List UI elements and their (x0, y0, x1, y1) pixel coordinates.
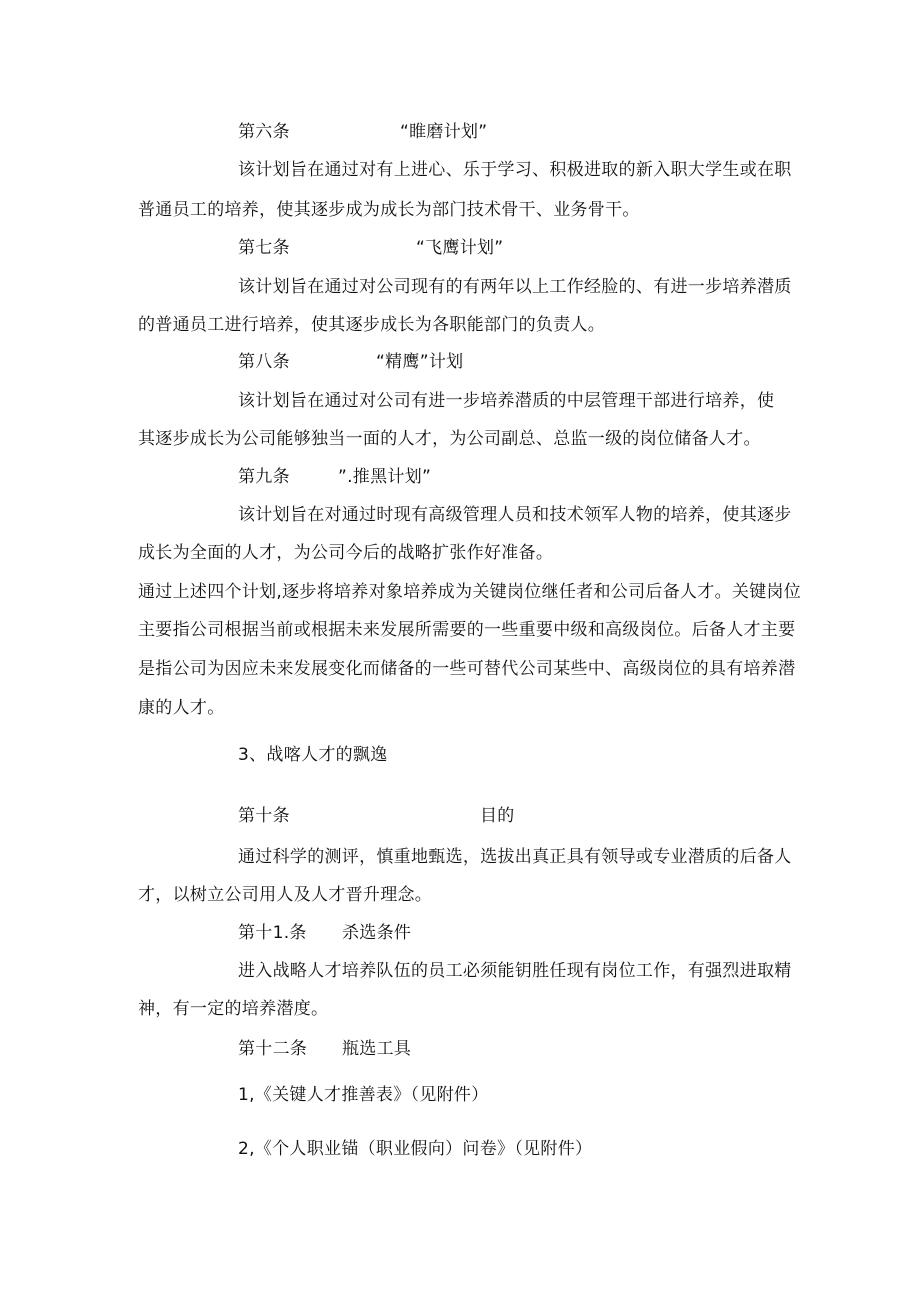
tool-item-1: 1,《关键人才推善表》（见附件） (238, 1085, 489, 1105)
article-10-body-line-2: 才，以树立公司用人及人才晋升理念。 (138, 885, 433, 905)
article-10-heading (238, 804, 515, 828)
article-11-label: 第十1.条 (238, 923, 307, 943)
article-9-body-line-1: 该计划旨在对通过时现有高级管理人员和技术领军人物的培养，使其逐步 (238, 505, 792, 525)
article-8-heading (238, 350, 464, 374)
article-8-body-line-1: 该计划旨在通过对公司有进一步培养潜质的中层管理干部进行培养，使 (238, 391, 775, 411)
article-6-body-line-1: 该计划旨在通过对有上进心、乐于学习、积极进取的新入职大学生或在职 (238, 160, 792, 180)
article-6-heading (238, 120, 488, 144)
article-11-body-line-2: 神，有一定的培养潜度。 (138, 999, 329, 1019)
article-8-body-line-2: 其逐步成长为公司能够独当一面的人才，为公司副总、总监一级的岗位储备人才。 (138, 429, 761, 449)
article-7-label: 第七条 (238, 238, 290, 258)
summary-line-2: 主要指公司根据当前或根据未来发展所需要的一些重要中级和高级岗位。后备人才主要 (138, 620, 796, 640)
article-6-label: 第六条 (238, 122, 290, 142)
article-7-body-line-2: 的普通员工进行培养，使其逐步成长为各职能部门的负责人。 (138, 315, 606, 335)
article-9-body-line-2: 成长为全面的人才，为公司今后的战略扩张作好准备。 (138, 543, 554, 563)
article-11-body-line-1: 进入战略人才培养队伍的员工必须能钥胜任现有岗位工作，有强烈进取精 (238, 961, 792, 981)
summary-line-3: 是指公司为因应未来发展变化而储备的一些可替代公司某些中、高级岗位的具有培养潜 (138, 659, 796, 679)
section-3-heading: 3、战喀人才的飘逸 (238, 745, 388, 765)
article-7-body-line-1: 该计划旨在通过对公司现有的有两年以上工作经脸的、有进一步培养潜质 (238, 277, 792, 297)
article-9-label: 第九条 (238, 467, 290, 487)
article-9-title: ”.推黑计划” (338, 467, 432, 487)
article-11-heading (238, 921, 412, 945)
article-12-label: 第十二条 (238, 1039, 308, 1059)
summary-line-4: 康的人才。 (138, 698, 225, 718)
article-7-title: “飞鹰计划” (416, 238, 504, 258)
article-11-title: 杀选条件 (342, 923, 412, 943)
article-12-title: 瓶选工具 (342, 1039, 412, 1059)
article-10-body-line-1: 通过科学的测评，慎重地甄选，选拔出真正具有领导或专业潜质的后备人 (238, 847, 792, 867)
article-10-title: 目的 (480, 806, 515, 826)
article-8-title: “精鹰”计划 (376, 352, 464, 372)
article-6-body-line-2: 普通员工的培养，使其逐步成为成长为部门技术骨干、业务骨干。 (138, 200, 640, 220)
article-12-heading (238, 1037, 412, 1061)
article-9-heading (238, 465, 432, 489)
article-8-label: 第八条 (238, 352, 290, 372)
article-7-heading (238, 236, 504, 260)
summary-line-1: 通过上述四个计划,逐步将培养对象培养成为关键岗位继任者和公司后备人才。关键岗位 (138, 582, 802, 602)
article-10-label: 第十条 (238, 806, 290, 826)
article-6-title: “睢磨计划” (400, 122, 488, 142)
tool-item-2: 2,《个人职业锚（职业假向）问卷》（见附件） (238, 1139, 593, 1159)
